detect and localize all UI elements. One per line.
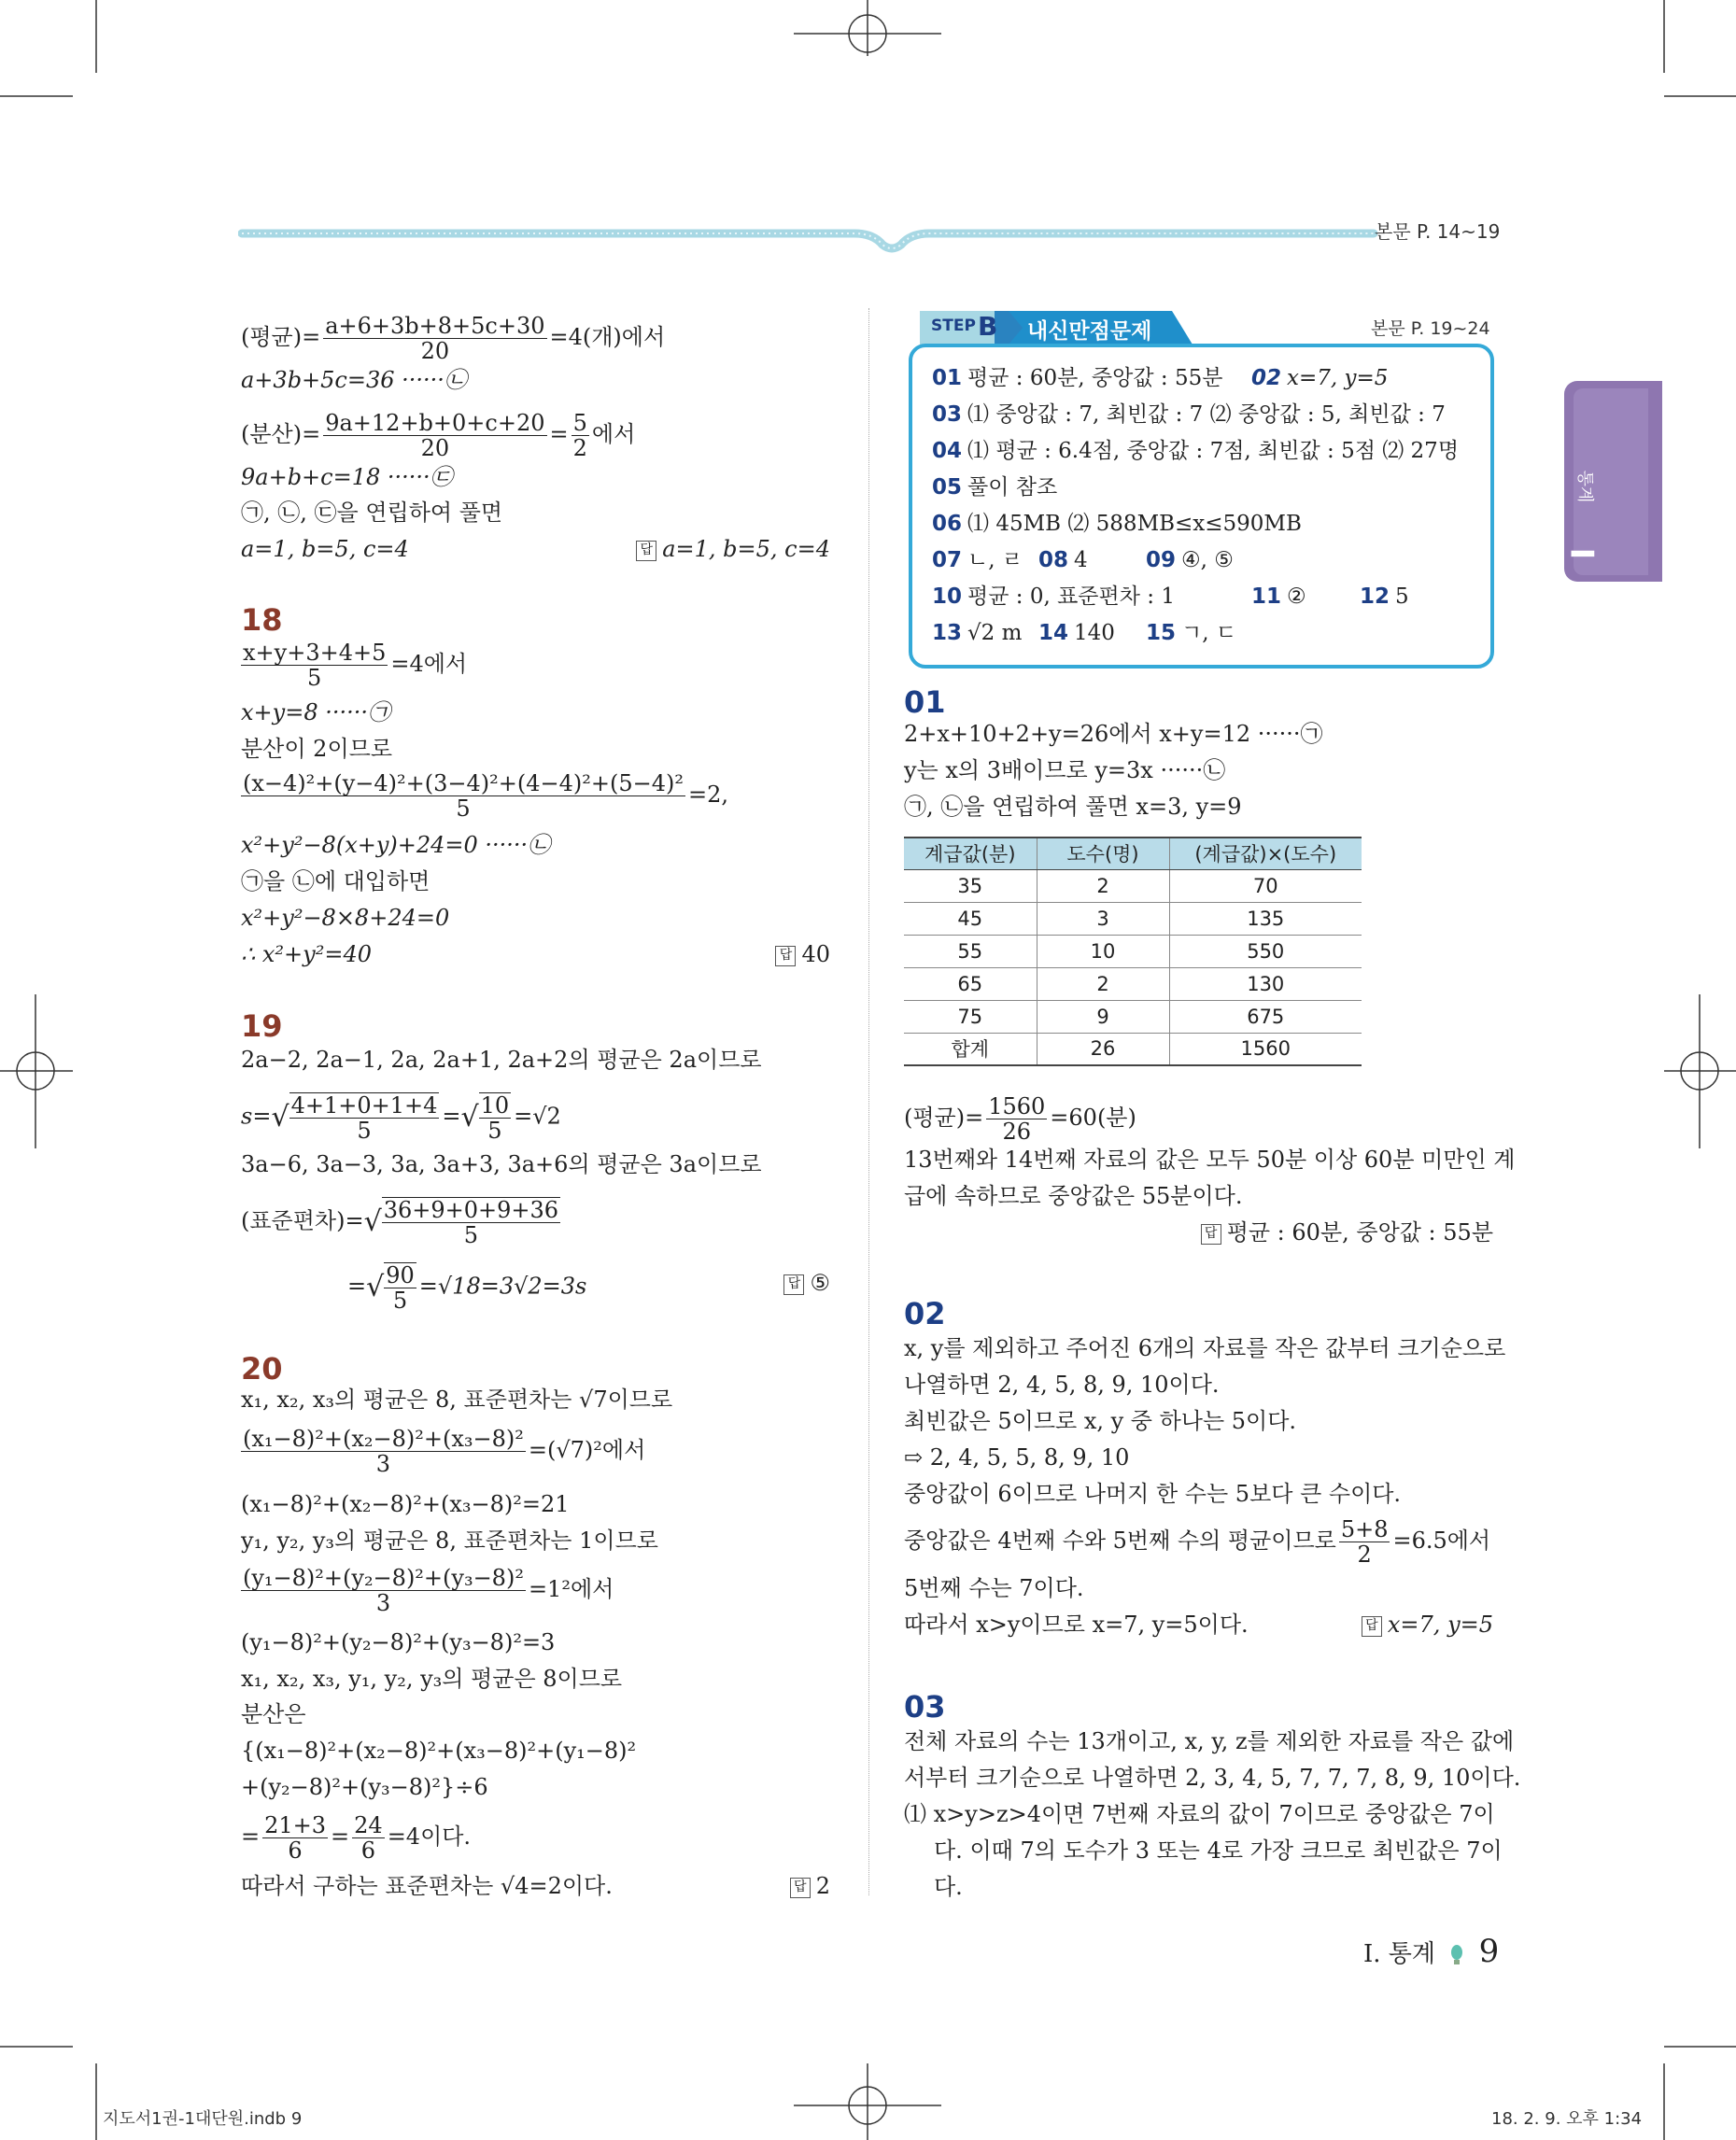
s20-line-7: x₁, x₂, x₃, y₁, y₂, y₃의 평균은 8이므로 (241, 1666, 623, 1692)
text: =4(개)에서 (549, 324, 666, 350)
intro-line-6: a=1, b=5, c=4 (241, 536, 409, 562)
s19-line-3: 3a−6, 3a−3, 3a, 3a+3, 3a+6의 평균은 3a이므로 (241, 1151, 762, 1177)
table-cell: 9 (1037, 1000, 1169, 1033)
answer-box-item-number: 04 (932, 439, 963, 463)
s20-line-11 (241, 1813, 471, 1863)
s03-line-2: 서부터 크기순으로 나열하면 2, 3, 4, 5, 7, 7, 7, 8, 9, 10이다. (904, 1765, 1521, 1791)
denominator: 2 (572, 435, 587, 461)
answer-mark: 답 (1201, 1224, 1221, 1245)
s20-line-6: (y₁−8)²+(y₂−8)²+(y₃−8)²=3 (241, 1629, 556, 1655)
s19-answer (783, 1268, 830, 1298)
answer-box-item-number: 12 (1360, 584, 1390, 609)
numerator: a+6+3b+8+5c+30 (325, 313, 545, 339)
intro-line-1 (241, 314, 665, 363)
s02-line-7: 5번째 수는 7이다. (904, 1575, 1084, 1601)
numerator: 10 (480, 1092, 510, 1119)
numerator: 5+8 (1340, 1516, 1389, 1542)
denominator: 3 (375, 1590, 391, 1616)
fraction (352, 1813, 385, 1863)
s03-line-1: 전체 자료의 수는 13개이고, x, y, z를 제외한 자료를 작은 값에 (904, 1728, 1515, 1754)
answer-box-item-08 (1038, 546, 1088, 574)
section-03-number: 03 (904, 1689, 946, 1725)
text: =4이다. (387, 1823, 472, 1850)
s01-line-4: 13번째와 14번째 자료의 값은 모두 50분 이상 60분 미만인 계 (904, 1147, 1516, 1173)
s20-line-5 (241, 1566, 614, 1615)
intro-line-5: ㉠, ㉡, ㉢을 연립하여 풀면 (241, 500, 503, 526)
answer-box-item-13 (932, 619, 1022, 647)
table-row (904, 967, 1362, 1000)
denominator: 3 (375, 1451, 391, 1477)
step-b-page-ref: 본문 P. 19~24 (1371, 318, 1490, 339)
answer-box-item-number: 01 (932, 366, 963, 390)
answer-box-item-text: ⑴ 평균 : 6.4점, 중앙값 : 7점, 최빈값 : 5점 ⑵ 27명 (967, 439, 1460, 463)
answer-box-item-number: 11 (1251, 584, 1282, 609)
intro-line-3 (241, 411, 635, 460)
side-tab-roman: I (1562, 547, 1601, 560)
table-cell: 10 (1037, 935, 1169, 967)
table-cell: 70 (1169, 869, 1362, 902)
denominator: 5 (392, 1288, 408, 1314)
answer-box-item-number: 14 (1038, 621, 1069, 645)
answer-box-item-text: √2 m (967, 621, 1023, 645)
numerator: (x₁−8)²+(x₂−8)²+(x₃−8)² (243, 1426, 524, 1452)
s18-line-2: x+y=8 ······㉠ (241, 699, 390, 725)
table-row (904, 1000, 1362, 1033)
s02-line-5: 중앙값이 6이므로 나머지 한 수는 5보다 큰 수이다. (904, 1481, 1402, 1507)
answer-box-item-number: 02 (1251, 366, 1282, 390)
answer-box-item-11 (1251, 583, 1306, 611)
intro-line-2: a+3b+5c=36 ······㉡ (241, 367, 467, 393)
denominator: 2 (1357, 1542, 1372, 1568)
answer-box-item-text: 4 (1074, 548, 1088, 572)
s01-line-2: y는 x의 3배이므로 y=3x ······㉡ (904, 757, 1226, 783)
section-20-number: 20 (241, 1351, 283, 1387)
table-cell: 2 (1037, 967, 1169, 1000)
text: = (442, 1103, 461, 1130)
numerator: 21+3 (264, 1812, 327, 1838)
answer-box-item-text: x=7, y=5 (1287, 366, 1389, 390)
answer-value: x=7, y=5 (1387, 1612, 1493, 1638)
s18-line-7: x²+y²−8×8+24=0 (241, 905, 450, 931)
fraction (384, 1262, 416, 1313)
s01-mean-line (904, 1094, 1136, 1144)
denominator: 5 (487, 1118, 502, 1144)
answer-box-item-01 (932, 364, 1222, 392)
step-title: 내신만점문제 (1027, 319, 1152, 344)
s20-line-2 (241, 1427, 645, 1476)
answer-box-item-number: 07 (932, 548, 963, 572)
text: = (331, 1823, 350, 1850)
table-cell: 45 (904, 902, 1037, 935)
answer-box-item-text: ② (1287, 584, 1306, 609)
text: =6.5에서 (1392, 1528, 1491, 1554)
answer-box-item-12 (1360, 583, 1409, 611)
denominator: 5 (307, 665, 322, 691)
text: =60(분) (1050, 1105, 1136, 1131)
numerator: 24 (354, 1812, 383, 1838)
answer-box-item-number: 13 (932, 621, 963, 645)
table-cell: 55 (904, 935, 1037, 967)
table-row (904, 935, 1362, 967)
denominator: 26 (1002, 1119, 1032, 1145)
section-01-number: 01 (904, 684, 946, 720)
fraction (241, 641, 388, 690)
answer-mark: 답 (1362, 1616, 1382, 1637)
text: =4에서 (390, 651, 468, 677)
fraction (479, 1092, 512, 1143)
s02-line-8: 따라서 x>y이므로 x=7, y=5이다. (904, 1612, 1249, 1638)
footer-date-info: 18. 2. 9. 오후 1:34 (1491, 2109, 1643, 2129)
section-18-number: 18 (241, 602, 283, 638)
numerator: 4+1+0+1+4 (290, 1092, 438, 1119)
lightbulb-icon (1448, 1943, 1465, 1967)
denominator: 20 (420, 338, 450, 364)
s20-line-8: 분산은 (241, 1701, 306, 1727)
numerator: 1560 (988, 1093, 1046, 1119)
answer-box-item-text: ⑴ 중앙값 : 7, 최빈값 : 7 ⑵ 중앙값 : 5, 최빈값 : 7 (967, 402, 1446, 427)
s18-line-1 (241, 641, 467, 690)
text: = (549, 421, 569, 447)
answer-value: 2 (815, 1873, 830, 1899)
s03-line-3: ⑴ x>y>z>4이면 7번째 자료의 값이 7이므로 중앙값은 7이 (904, 1801, 1495, 1827)
s01-answer (1201, 1218, 1493, 1247)
table-cell: 135 (1169, 902, 1362, 935)
answer-box-item-number: 10 (932, 584, 963, 609)
sqrt-sign: √ (271, 1101, 289, 1133)
s01-line-1: 2+x+10+2+y=26에서 x+y=12 ······㉠ (904, 721, 1323, 747)
sqrt-sign: √ (363, 1205, 382, 1238)
answer-box-item-text: ⑴ 45MB ⑵ 588MB≤x≤590MB (967, 512, 1302, 536)
sqrt-sign: √ (366, 1271, 385, 1303)
fraction (572, 411, 589, 460)
table-cell: 2 (1037, 869, 1169, 902)
numerator: 9a+12+b+0+c+20 (325, 410, 545, 436)
answer-box-item-text: 평균 : 60분, 중앙값 : 55분 (967, 366, 1223, 390)
table-header-cell: (계급값)×(도수) (1169, 838, 1362, 869)
fraction (241, 771, 685, 821)
numerator: (x−4)²+(y−4)²+(3−4)²+(4−4)²+(5−4)² (243, 770, 684, 796)
s18-line-5: x²+y²−8(x+y)+24=0 ······㉡ (241, 832, 551, 858)
s18-answer (775, 939, 830, 969)
step-label: STEP (931, 317, 976, 335)
s19-line-2 (241, 1092, 561, 1143)
fraction (241, 1427, 526, 1476)
intro-answer (636, 534, 830, 564)
answer-box-item-number: 15 (1146, 621, 1177, 645)
answer-box-item-text: 평균 : 0, 표준편차 : 1 (967, 584, 1175, 609)
s20-line-4: y₁, y₂, y₃의 평균은 8, 표준편차는 1이므로 (241, 1528, 658, 1554)
s02-line-6 (904, 1517, 1490, 1567)
fraction (323, 411, 546, 460)
answer-box-item-text: 140 (1074, 621, 1115, 645)
answer-box-item-09 (1146, 546, 1234, 574)
table-total-row (904, 1033, 1362, 1065)
s18-line-3: 분산이 2이므로 (241, 736, 393, 762)
s03-line-5: 다. (934, 1874, 963, 1900)
text: =(√7)²에서 (528, 1437, 646, 1463)
answer-mark: 답 (775, 946, 796, 966)
numerator: 36+9+0+9+36 (383, 1197, 559, 1223)
s01-line-5: 급에 속하므로 중앙값은 55분이다. (904, 1183, 1243, 1209)
text: =2, (687, 781, 728, 808)
text: = (347, 1273, 367, 1300)
s02-line-1: x, y를 제외하고 주어진 6개의 자료를 작은 값부터 크기순으로 (904, 1335, 1506, 1361)
denominator: 20 (420, 435, 450, 461)
fraction (986, 1094, 1047, 1144)
text: =√18=3√2=3s (418, 1273, 587, 1300)
answer-box-item-text: ㄴ, ㄹ (967, 548, 1023, 572)
section-02-number: 02 (904, 1296, 946, 1331)
text: (평균)= (904, 1105, 984, 1131)
fraction (262, 1813, 328, 1863)
table-cell: 26 (1037, 1033, 1169, 1065)
denominator: 5 (357, 1118, 372, 1144)
answer-box-item-text: ④, ⑤ (1181, 548, 1234, 572)
table-cell: 3 (1037, 902, 1169, 935)
fraction (1339, 1517, 1390, 1567)
s19-line-4 (241, 1197, 563, 1247)
text: (표준편차)= (241, 1207, 364, 1234)
answer-value: a=1, b=5, c=4 (662, 536, 830, 562)
text: = (241, 1823, 261, 1850)
column-divider (868, 308, 869, 1895)
table-row (904, 869, 1362, 902)
s03-line-4: 다. 이때 7의 도수가 3 또는 4로 가장 크므로 최빈값은 7이 (934, 1837, 1503, 1864)
table-cell: 550 (1169, 935, 1362, 967)
denominator: 6 (360, 1837, 376, 1864)
numerator: (y₁−8)²+(y₂−8)²+(y₃−8)² (243, 1565, 524, 1591)
answer-box-item-number: 05 (932, 475, 963, 500)
answer-value: 평균 : 60분, 중앙값 : 55분 (1226, 1219, 1493, 1246)
footer-file-info: 지도서1권-1대단원.indb 9 (103, 2109, 303, 2129)
answer-mark: 답 (636, 541, 656, 561)
fraction (323, 314, 546, 363)
answer-box-item-number: 09 (1146, 548, 1177, 572)
text: =√2 (514, 1103, 561, 1130)
s20-line-1: x₁, x₂, x₃의 평균은 8, 표준편차는 √7이므로 (241, 1387, 673, 1413)
chapter-side-tab (1564, 381, 1662, 582)
answer-box-item-10 (932, 583, 1175, 611)
numerator: 90 (386, 1262, 415, 1288)
text: =1²에서 (528, 1576, 614, 1602)
s20-line-3: (x₁−8)²+(x₂−8)²+(x₃−8)²=21 (241, 1491, 570, 1517)
answer-box-item-number: 06 (932, 512, 963, 536)
answer-box-item-04 (932, 437, 1459, 465)
header-banner (238, 215, 1377, 261)
s19-line-5 (347, 1262, 586, 1313)
s20-line-12: 따라서 구하는 표준편차는 √4=2이다. (241, 1873, 613, 1899)
footer-chapter-label: I. 통계 (1363, 1940, 1436, 1968)
table-cell: 1560 (1169, 1033, 1362, 1065)
page-number: 9 (1478, 1933, 1500, 1970)
table-header-cell: 도수(명) (1037, 838, 1169, 869)
text: s= (241, 1103, 272, 1130)
answer-box-item-02 (1251, 364, 1388, 392)
answer-box-item-number: 03 (932, 402, 963, 427)
table-header-cell: 계급값(분) (904, 838, 1037, 869)
text: (평균)= (241, 324, 321, 350)
header-page-ref: 본문 P. 14~19 (1375, 220, 1501, 243)
fraction (382, 1197, 560, 1247)
answer-mark: 답 (790, 1878, 811, 1898)
numerator: 5 (572, 410, 587, 436)
s20-answer (790, 1871, 830, 1901)
table-cell: 합계 (904, 1033, 1037, 1065)
table-cell: 65 (904, 967, 1037, 1000)
table-header-row (904, 838, 1362, 869)
s18-line-4 (241, 771, 728, 821)
answer-box-item-06 (932, 510, 1302, 538)
s18-line-8: ∴ x²+y²=40 (241, 941, 372, 967)
text: (분산)= (241, 421, 321, 447)
step-b-header (920, 311, 1200, 345)
table-cell: 675 (1169, 1000, 1362, 1033)
answer-mark: 답 (783, 1274, 804, 1295)
answer-box-item-14 (1038, 619, 1115, 647)
answer-box-item-text: 5 (1395, 584, 1409, 609)
s20-line-9: {(x₁−8)²+(x₂−8)²+(x₃−8)²+(y₁−8)² (241, 1738, 637, 1764)
intro-line-4: 9a+b+c=18 ······㉢ (241, 464, 453, 490)
answer-box-item-03 (932, 401, 1446, 429)
s19-line-1: 2a−2, 2a−1, 2a, 2a+1, 2a+2의 평균은 2a이므로 (241, 1047, 762, 1073)
page-footer-chapter (1363, 1933, 1499, 1970)
s20-line-10: +(y₂−8)²+(y₃−8)²}÷6 (241, 1774, 488, 1800)
denominator: 5 (456, 795, 471, 822)
denominator: 5 (463, 1222, 478, 1248)
table-row (904, 902, 1362, 935)
step-letter: B (978, 311, 998, 342)
numerator: x+y+3+4+5 (243, 640, 387, 666)
s01-line-3: ㉠, ㉡을 연립하여 풀면 x=3, y=9 (904, 794, 1242, 820)
answer-value: 40 (801, 941, 830, 967)
fraction (241, 1566, 526, 1615)
table-cell: 75 (904, 1000, 1037, 1033)
denominator: 6 (288, 1837, 303, 1864)
answer-box-item-07 (932, 546, 1023, 574)
s02-line-2: 나열하면 2, 4, 5, 8, 9, 10이다. (904, 1372, 1220, 1398)
table-cell: 35 (904, 869, 1037, 902)
answer-box-item-text: 풀이 참조 (967, 475, 1058, 500)
answer-box-item-15 (1146, 619, 1236, 647)
s18-line-6: ㉠을 ㉡에 대입하면 (241, 868, 430, 894)
fraction (289, 1092, 440, 1143)
answer-box-item-number: 08 (1038, 548, 1069, 572)
text: 중앙값은 4번째 수와 5번째 수의 평균이므로 (904, 1528, 1336, 1554)
s02-line-3: 최빈값은 5이므로 x, y 중 하나는 5이다. (904, 1408, 1297, 1434)
frequency-table (904, 837, 1362, 1066)
section-19-number: 19 (241, 1008, 283, 1044)
text: 에서 (591, 421, 636, 447)
table-cell: 130 (1169, 967, 1362, 1000)
sqrt-sign: √ (460, 1101, 479, 1133)
side-tab-label: 통계 (1574, 470, 1595, 503)
s02-answer (1362, 1610, 1493, 1640)
answer-box-item-text: ㄱ, ㄷ (1181, 621, 1237, 645)
s02-line-4: ⇨ 2, 4, 5, 5, 8, 9, 10 (904, 1444, 1130, 1471)
answer-box-item-05 (932, 473, 1057, 501)
answer-value: ⑤ (810, 1270, 830, 1296)
